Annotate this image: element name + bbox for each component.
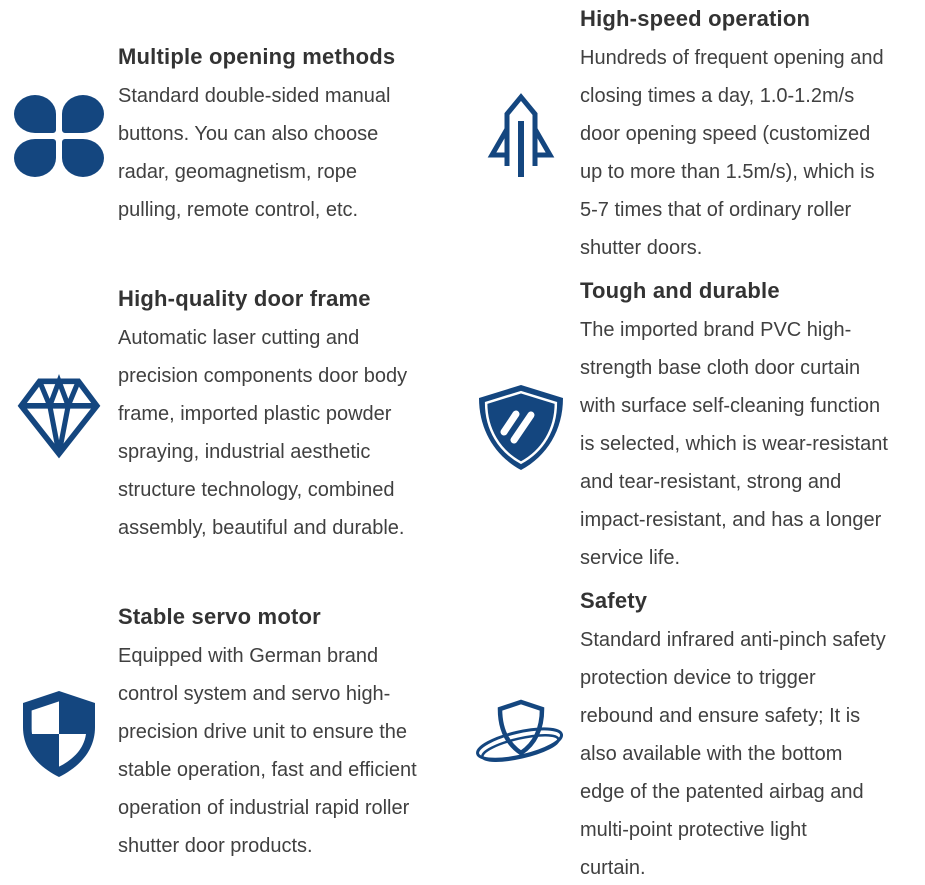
feature-text [118,42,462,229]
feature-description-line: edge of the patented airbag and [580,781,864,803]
feature-description-line: The imported brand PVC high- [580,319,852,341]
feature-card [462,4,925,267]
feature-card [0,602,462,865]
feature-card [0,284,462,547]
feature-description-line: frame, imported plastic powder [118,403,392,425]
feature-description-line: also available with the bottom [580,743,843,765]
rocket-icon [487,93,555,179]
feature-description-line: service life. [580,547,681,569]
clover-icon [14,95,104,177]
feature-description-line: control system and servo high- [118,683,391,705]
feature-card [462,586,925,885]
feature-description-line: assembly, beautiful and durable. [118,517,405,539]
feature-description-line: buttons. You can also choose [118,123,379,145]
feature-description-line: is selected, which is wear-resistant [580,433,888,455]
feature-icon-box [0,372,118,460]
feature-card [462,276,925,577]
feature-icon-box [462,694,580,780]
feature-icon-box [462,93,580,179]
feature-description-line: up to more than 1.5m/s), which is [580,161,875,183]
feature-description-line: closing times a day, 1.0-1.2m/s [580,85,855,107]
feature-description-line: Automatic laser cutting and [118,327,360,349]
feature-description-line: precision drive unit to ensure the [118,721,408,743]
feature-description-line: structure technology, combined [118,479,395,501]
feature-title: Multiple opening methods [118,44,396,69]
feature-description [580,39,919,267]
diamond-icon [12,372,106,460]
feature-icon-box [0,95,118,177]
feature-description-line: shutter doors. [580,237,703,259]
feature-description-line: pulling, remote control, etc. [118,199,359,221]
feature-text [580,4,925,267]
feature-description-line: precision components door body [118,365,408,387]
feature-description [118,319,456,547]
feature-description-line: spraying, industrial aesthetic [118,441,371,463]
feature-description-line: 5-7 times that of ordinary roller [580,199,852,221]
feature-description [580,621,919,885]
shield-slashes-icon [475,382,567,472]
right-column [462,0,925,885]
feature-description-line: with surface self-cleaning function [580,395,881,417]
feature-icon-box [462,382,580,472]
feature-description-line: Standard infrared anti-pinch safety [580,629,886,651]
feature-title: Safety [580,588,648,613]
left-column [0,0,462,885]
feature-description [118,77,456,229]
feature-description-line: Hundreds of frequent opening and [580,47,884,69]
shield-orbit-icon [475,694,567,780]
feature-description-line: shutter door products. [118,835,313,857]
feature-description [580,311,919,577]
feature-title: Stable servo motor [118,604,321,629]
feature-description-line: stable operation, fast and efficient [118,759,417,781]
feature-description-line: door opening speed (customized [580,123,871,145]
feature-card [0,42,462,229]
feature-title: High-speed operation [580,6,811,31]
feature-description-line: operation of industrial rapid roller [118,797,410,819]
feature-description-line: Equipped with German brand [118,645,379,667]
feature-description-line: impact-resistant, and has a longer [580,509,882,531]
feature-text [118,602,462,865]
feature-text [580,276,925,577]
feature-description-line: and tear-resistant, strong and [580,471,842,493]
feature-icon-box [0,689,118,779]
feature-description-line: radar, geomagnetism, rope [118,161,358,183]
feature-description-line: protection device to trigger [580,667,816,689]
feature-description-line: curtain. [580,857,646,879]
shield-quadrants-icon [14,689,104,779]
feature-description-line: multi-point protective light [580,819,807,841]
feature-text [118,284,462,547]
feature-description-line: rebound and ensure safety; It is [580,705,861,727]
feature-text [580,586,925,885]
feature-description-line: strength base cloth door curtain [580,357,861,379]
feature-description-line: Standard double-sided manual [118,85,391,107]
feature-description [118,637,456,865]
feature-title: Tough and durable [580,278,780,303]
feature-title: High-quality door frame [118,286,371,311]
